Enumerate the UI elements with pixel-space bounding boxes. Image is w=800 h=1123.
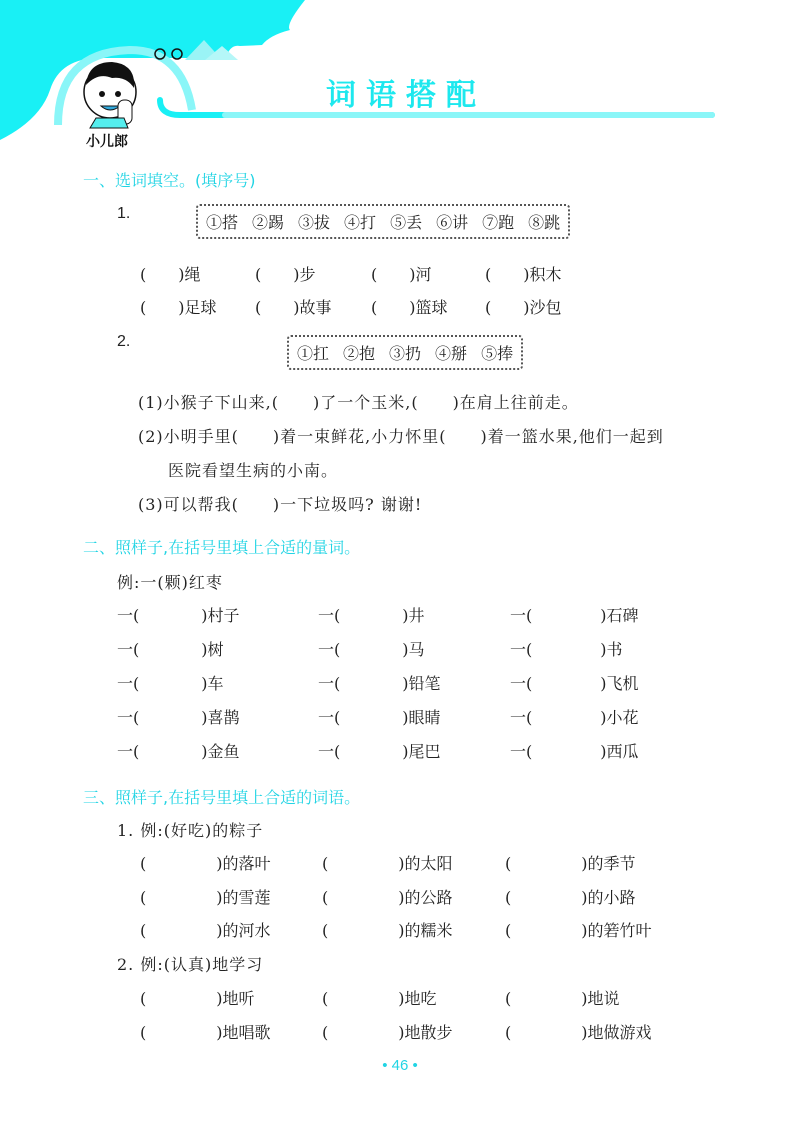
sentence[interactable]: (1)小猴子下山来,( )了一个玉米,( )在肩上往前走。 [138,393,579,412]
blank-close: ) [600,640,607,659]
option: ⑥讲 [436,213,469,232]
blank-close: ) [600,606,607,625]
word-blank[interactable]: ( )的落叶 [140,854,271,873]
phrase: 地听 [222,989,255,1008]
option: ③拔 [298,213,331,232]
word-blank[interactable]: ( )地听 [140,989,255,1008]
section2-title: 二、照样子,在括号里填上合适的量词。 [83,538,361,557]
phrase: 地散步 [404,1023,453,1042]
measure-word-blank[interactable] [318,705,441,728]
measure-word-blank[interactable] [510,739,639,762]
mascot-label: 小儿郎 [85,131,129,151]
page-title: 词语搭配 [326,78,486,113]
blank-open: 一( [318,640,341,659]
noun: 飞机 [606,674,639,693]
noun: 喜鹊 [207,708,240,727]
sentence[interactable]: (2)小明手里( )着一束鲜花,小力怀里( )着一篮水果,他们一起到 [138,427,664,446]
measure-word-blank[interactable] [510,603,639,626]
fill-blank[interactable]: ( )沙包 [485,298,562,317]
measure-word-blank[interactable] [117,739,240,762]
word-blank[interactable]: ( )的雪莲 [140,888,271,907]
blank-close: ) [402,674,409,693]
word-blank[interactable]: ( )地唱歌 [140,1023,271,1042]
option: ③扔 [389,344,422,363]
word-blank[interactable]: ( )的糯米 [322,921,453,940]
word-blank[interactable]: ( )的箬竹叶 [505,921,652,940]
section1-q1-number: 1. [117,205,131,222]
fill-blank[interactable]: ( )河 [371,265,432,284]
option: ④打 [344,213,377,232]
noun: 井 [408,606,425,625]
measure-word-blank[interactable] [510,705,639,728]
fill-blank[interactable]: ( )步 [255,265,316,284]
word-blank[interactable]: ( )的公路 [322,888,453,907]
noun: 石碑 [606,606,639,625]
blank-close: ) [402,606,409,625]
measure-word-blank[interactable] [318,637,425,660]
blank-open: 一( [318,708,341,727]
measure-word-blank[interactable] [117,705,240,728]
option: ②踢 [252,213,285,232]
blank-open: 一( [510,640,533,659]
noun: 村子 [207,606,240,625]
blank-open: 一( [318,674,341,693]
phrase: 地说 [587,989,620,1008]
word-blank[interactable]: ( )地吃 [322,989,437,1008]
section1-q2-word-box [287,335,523,370]
word-blank[interactable]: ( )的小路 [505,888,636,907]
measure-word-blank[interactable] [318,671,441,694]
phrase: 的公路 [404,888,453,907]
word-blank[interactable]: ( )的太阳 [322,854,453,873]
noun: 金鱼 [207,742,240,761]
blank-close: ) [402,640,409,659]
section3-q1-example: 1. 例:(好吃)的粽子 [117,821,264,840]
measure-word-blank[interactable] [117,671,224,694]
phrase: 的太阳 [404,854,453,873]
blank-open: 一( [117,742,140,761]
phrase: 地做游戏 [587,1023,652,1042]
blank-open: 一( [510,606,533,625]
blank-close: ) [201,708,208,727]
word-blank[interactable]: ( )的河水 [140,921,271,940]
noun: 树 [207,640,224,659]
blank-close: ) [402,708,409,727]
fill-blank[interactable]: ( )积木 [485,265,562,284]
section1-title: 一、选词填空。(填序号) [83,171,256,190]
blank-open: 一( [318,742,341,761]
blank-close: ) [600,742,607,761]
section3-title: 三、照样子,在括号里填上合适的词语。 [83,788,361,807]
fill-blank[interactable]: ( )足球 [140,298,217,317]
section1-q2-number: 2. [117,333,131,350]
section1-q1-word-box [196,204,570,239]
phrase: 的河水 [222,921,271,940]
blank-open: 一( [510,742,533,761]
noun: 车 [207,674,224,693]
noun: 眼睛 [408,708,441,727]
phrase: 地吃 [404,989,437,1008]
section3-q2-example: 2. 例:(认真)地学习 [117,955,264,974]
mascot-boy-icon [84,62,136,128]
blank-close: ) [600,708,607,727]
measure-word-blank[interactable] [117,603,240,626]
blank-open: 一( [510,674,533,693]
word-blank[interactable]: ( )地做游戏 [505,1023,652,1042]
sentence: 医院看望生病的小南。 [168,461,339,480]
blank-open: 一( [117,606,140,625]
blank-close: ) [201,606,208,625]
phrase: 的季节 [587,854,636,873]
noun: 马 [408,640,425,659]
option: ①扛 [297,344,330,363]
phrase: 地唱歌 [222,1023,271,1042]
fill-blank[interactable]: ( )故事 [255,298,332,317]
option: ①搭 [206,213,239,232]
word-blank[interactable]: ( )的季节 [505,854,636,873]
measure-word-blank[interactable] [117,637,224,660]
noun: 西瓜 [606,742,639,761]
section2-example: 例:一(颗)红枣 [117,573,223,592]
option: ⑧跳 [528,213,561,232]
blank-open: 一( [117,674,140,693]
blank-open: 一( [117,640,140,659]
phrase: 的糯米 [404,921,453,940]
noun: 书 [606,640,623,659]
option: ②抱 [343,344,376,363]
blank-close: ) [201,640,208,659]
measure-word-blank[interactable] [510,671,639,694]
phrase: 的小路 [587,888,636,907]
blank-close: ) [201,674,208,693]
measure-word-blank[interactable] [318,739,441,762]
blank-close: ) [201,742,208,761]
option: ⑤丢 [390,213,423,232]
sentence[interactable]: (3)可以帮我( )一下垃圾吗? 谢谢! [138,495,423,514]
blank-close: ) [600,674,607,693]
phrase: 的雪莲 [222,888,271,907]
blank-open: 一( [510,708,533,727]
word-blank[interactable]: ( )地散步 [322,1023,453,1042]
noun: 尾巴 [408,742,441,761]
option: ⑤捧 [481,344,514,363]
noun: 铅笔 [408,674,441,693]
noun: 小花 [606,708,639,727]
phrase: 的落叶 [222,854,271,873]
option: ⑦跑 [482,213,515,232]
fill-blank[interactable]: ( )篮球 [371,298,448,317]
blank-close: ) [402,742,409,761]
measure-word-blank[interactable] [510,637,623,660]
page-number: • 46 • [382,1057,418,1074]
blank-open: 一( [318,606,341,625]
option: ④掰 [435,344,468,363]
measure-word-blank[interactable] [318,603,425,626]
blank-open: 一( [117,708,140,727]
phrase: 的箬竹叶 [587,921,652,940]
fill-blank[interactable]: ( )绳 [140,265,201,284]
word-blank[interactable]: ( )地说 [505,989,620,1008]
